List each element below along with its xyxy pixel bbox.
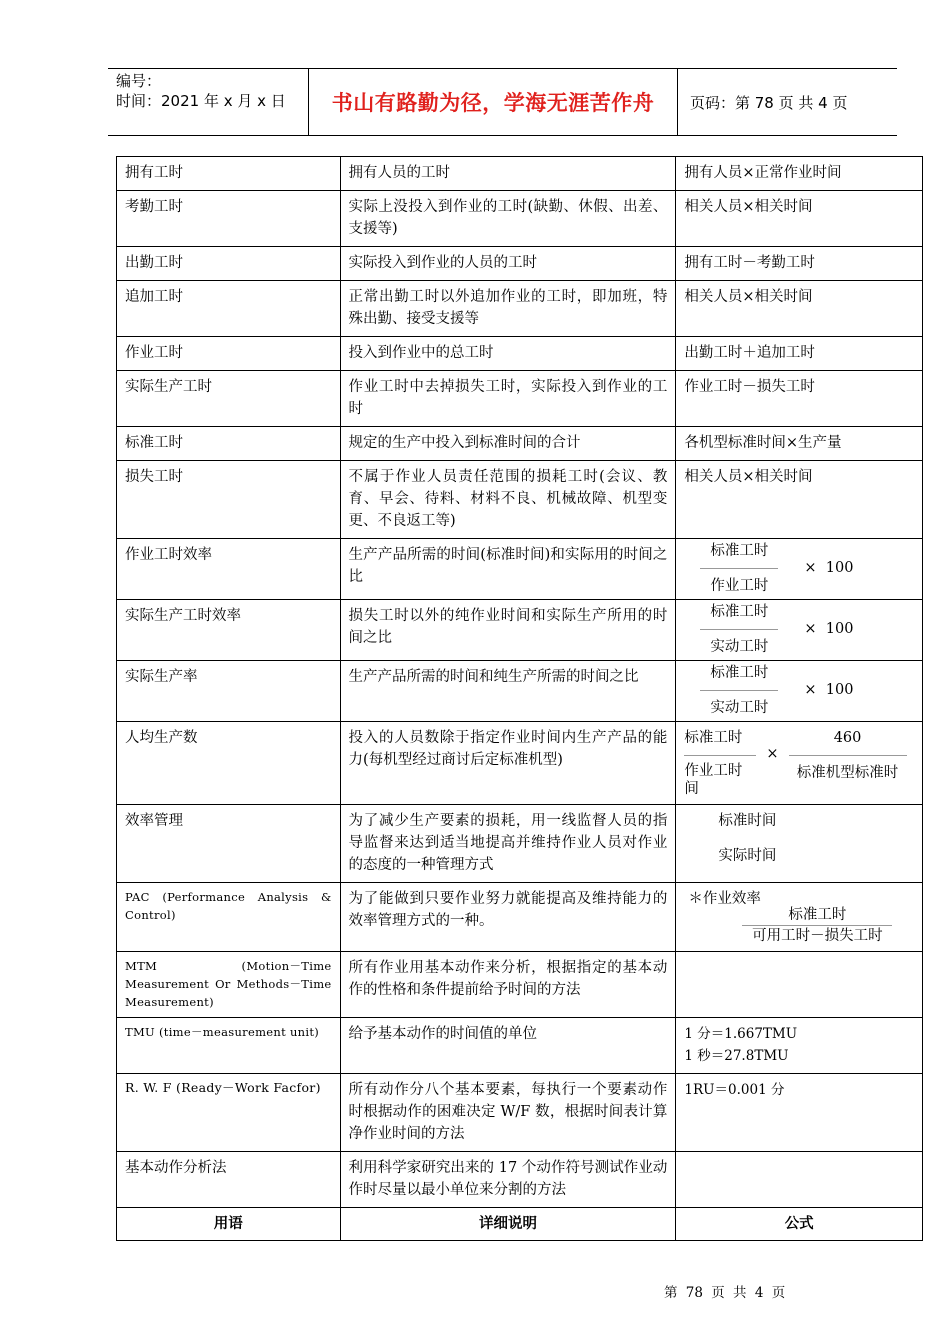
terms-table-body	[117, 157, 923, 1241]
fraction-bar	[789, 755, 907, 756]
term-cell	[117, 1074, 341, 1152]
fraction-bar	[742, 925, 892, 926]
formula-denominator: 作业工时	[710, 577, 769, 594]
description-cell: 作业工时中去掉损失工时，实际投入到作业的工时	[340, 371, 676, 427]
column-header-formula: 公式	[676, 1208, 923, 1241]
table-row	[117, 883, 923, 952]
description-cell	[340, 883, 676, 952]
formula-denominator: 实动工时	[710, 638, 769, 655]
table-row	[117, 600, 923, 661]
term-cell: 作业工时效率	[117, 539, 341, 600]
term-cell	[117, 952, 341, 1018]
formula-cell: 各机型标准时间×生产量	[676, 427, 923, 461]
fraction-bar	[700, 690, 778, 691]
term-cell: 实际生产工时效率	[117, 600, 341, 661]
description-cell: 实际上没投入到作业的工时(缺勤、休假、出差、支援等)	[340, 191, 676, 247]
term-cell: 实际生产工时	[117, 371, 341, 427]
term-cell	[117, 805, 341, 883]
header-motto: 书山有路勤为径，学海无涯苦作舟	[331, 91, 655, 115]
cell-text: PAC (Performance Analysis & Control)	[125, 890, 332, 922]
term-cell	[117, 1152, 341, 1208]
formula-cell	[676, 722, 923, 805]
description-cell: 正常出勤工时以外追加作业的工时，即加班，特殊出勤、接受支援等	[340, 281, 676, 337]
cell-text: 1RU＝0.001 分	[684, 1082, 785, 1098]
table-row	[117, 661, 923, 722]
page-footer: 第 78 页 共 4 页	[664, 1285, 786, 1301]
cell-text	[684, 727, 756, 798]
ratio-formula	[684, 543, 914, 593]
formula-cell	[676, 1152, 923, 1208]
formula-denominator: 实动工时	[710, 699, 769, 716]
cell-text: 所有作业用基本动作来分析，根据指定的基本动作的性格和条件提前给予时间的方法	[348, 960, 668, 998]
cell-text: 为了能做到只要作业努力就能提高及维持能力的效率管理方式的一种。	[348, 891, 668, 929]
term-cell: 损失工时	[117, 461, 341, 539]
formula-denominator: 标准机型标准时	[796, 765, 899, 781]
formula-cell	[676, 805, 923, 883]
cell-text	[700, 663, 778, 718]
table-row	[117, 191, 923, 247]
term-cell	[117, 1018, 341, 1074]
term-cell: 出勤工时	[117, 247, 341, 281]
table-row	[117, 722, 923, 805]
description-cell: 实际投入到作业的人员的工时	[340, 247, 676, 281]
formula-numerator: 标准工时	[710, 664, 769, 681]
formula-cell	[676, 883, 923, 952]
formula-label: ＊作业效率	[688, 891, 761, 907]
cell-text: MTM (Motion－Time Measurement Or Methods－Time Measurement)	[125, 959, 332, 1009]
formula-line: 1 秒＝27.8TMU	[684, 1048, 789, 1064]
cell-text: 所有动作分八个基本要素，每执行一个要素动作时根据动作的困难决定 W/F 数，根据时间表计算净作业时间的方法	[348, 1082, 668, 1142]
description-cell	[340, 805, 676, 883]
cell-text	[700, 602, 778, 657]
table-row	[117, 281, 923, 337]
description-cell	[340, 722, 676, 805]
formula-cell: 作业工时－损失工时	[676, 371, 923, 427]
formula-numerator: 标准工时	[788, 907, 847, 923]
cell-text	[684, 1023, 914, 1067]
formula-cell: 相关人员×相关时间	[676, 191, 923, 247]
table-row	[117, 1074, 923, 1152]
header-page-cell	[678, 69, 897, 135]
formula-cell: 拥有工时－考勤工时	[676, 247, 923, 281]
cell-text	[789, 727, 907, 784]
description-cell	[340, 1018, 676, 1074]
column-header-term: 用语	[117, 1208, 341, 1241]
cell-text: R. W. F (Ready－Work Facfor)	[125, 1080, 321, 1095]
term-cell: 标准工时	[117, 427, 341, 461]
cell-text: 为了减少生产要素的损耗，用一线监督人员的指导监督来达到适当地提高并维持作业人员对作业的态度的一种管理方式	[348, 813, 668, 873]
table-row	[117, 337, 923, 371]
description-cell: 规定的生产中投入到标准时间的合计	[340, 427, 676, 461]
formula-cell	[676, 539, 923, 600]
formula-cell	[676, 600, 923, 661]
table-row	[117, 1018, 923, 1074]
formula-denominator: 实际时间	[718, 848, 777, 864]
multiply-hundred: × 100	[804, 621, 854, 637]
term-cell	[117, 883, 341, 952]
formula-cell: 拥有人员×正常作业时间	[676, 157, 923, 191]
column-header-row	[117, 1208, 923, 1241]
pac-formula	[684, 888, 914, 945]
description-cell: 损失工时以外的纯作业时间和实际生产所用的时间之比	[340, 600, 676, 661]
cell-text: 利用科学家研究出来的 17 个动作符号测试作业动作时尽量以最小单位来分割的方法	[348, 1160, 668, 1198]
formula-denominator: 可用工时－损失工时	[752, 928, 883, 944]
multiply-sign: ×	[766, 746, 779, 762]
header-motto-cell	[308, 69, 678, 135]
header-meta	[108, 69, 308, 135]
cell-text: 效率管理	[125, 813, 183, 829]
term-cell: 考勤工时	[117, 191, 341, 247]
header-page-label: 页码：第 78 页 共 4 页	[690, 93, 848, 112]
term-cell	[117, 722, 341, 805]
fraction-bar	[684, 755, 756, 756]
term-cell: 拥有工时	[117, 157, 341, 191]
formula-numerator: 标准时间	[718, 813, 777, 829]
formula-cell: 相关人员×相关时间	[676, 281, 923, 337]
description-cell: 生产产品所需的时间(标准时间)和实际用的时间之比	[340, 539, 676, 600]
table-row	[117, 157, 923, 191]
table-row	[117, 427, 923, 461]
cell-text	[700, 541, 778, 596]
formula-cell	[676, 1018, 923, 1074]
term-cell: 追加工时	[117, 281, 341, 337]
description-cell: 拥有人员的工时	[340, 157, 676, 191]
description-cell: 生产产品所需的时间和纯生产所需的时间之比	[340, 661, 676, 722]
cell-text: 给予基本动作的时间值的单位	[348, 1026, 538, 1042]
formula-cell	[676, 952, 923, 1018]
cell-text: 基本动作分析法	[125, 1160, 227, 1176]
cell-text: TMU (time－measurement unit)	[125, 1025, 320, 1039]
cell-text: 投入的人员数除于指定作业时间内生产产品的能力(每机型经过商讨后定标准机型)	[348, 730, 668, 768]
column-header-description: 详细说明	[340, 1208, 676, 1241]
cell-text: 人均生产数	[125, 730, 198, 746]
document-date-label: 时间：2021 年 x 月 x 日	[116, 92, 286, 110]
formula-numerator: 460	[833, 730, 862, 746]
formula-numerator: 标准工时	[710, 603, 769, 620]
table-row	[117, 247, 923, 281]
term-cell: 实际生产率	[117, 661, 341, 722]
multiply-hundred: × 100	[804, 560, 854, 576]
formula-cell	[676, 1074, 923, 1152]
table-row	[117, 1152, 923, 1208]
cell-text	[742, 906, 892, 945]
document-number-label: 编号：	[116, 72, 162, 90]
table-row	[117, 371, 923, 427]
efficiency-formula	[684, 810, 914, 867]
per-capita-formula	[684, 727, 914, 798]
formula-cell	[676, 661, 923, 722]
page-header	[108, 68, 897, 136]
fraction-bar	[700, 629, 778, 630]
formula-cell: 出勤工时＋追加工时	[676, 337, 923, 371]
formula-numerator: 标准工时	[684, 730, 743, 746]
term-cell: 作业工时	[117, 337, 341, 371]
description-cell: 投入到作业中的总工时	[340, 337, 676, 371]
table-row	[117, 805, 923, 883]
multiply-hundred: × 100	[804, 682, 854, 698]
ratio-formula	[684, 604, 914, 654]
description-cell: 不属于作业人员责任范围的损耗工时(会议、教育、早会、待料、材料不良、机械故障、机型变更、不良返工等)	[340, 461, 676, 539]
table-row	[117, 952, 923, 1018]
description-cell	[340, 1074, 676, 1152]
formula-cell: 相关人员×相关时间	[676, 461, 923, 539]
formula-line: 1 分＝1.667TMU	[684, 1026, 798, 1042]
table-row	[117, 539, 923, 600]
fraction-bar	[700, 568, 778, 569]
formula-denominator: 作业工时间	[684, 763, 743, 797]
formula-numerator: 标准工时	[710, 542, 769, 559]
description-cell	[340, 952, 676, 1018]
ratio-formula	[684, 665, 914, 715]
description-cell	[340, 1152, 676, 1208]
table-row	[117, 461, 923, 539]
terms-table	[116, 156, 923, 1241]
